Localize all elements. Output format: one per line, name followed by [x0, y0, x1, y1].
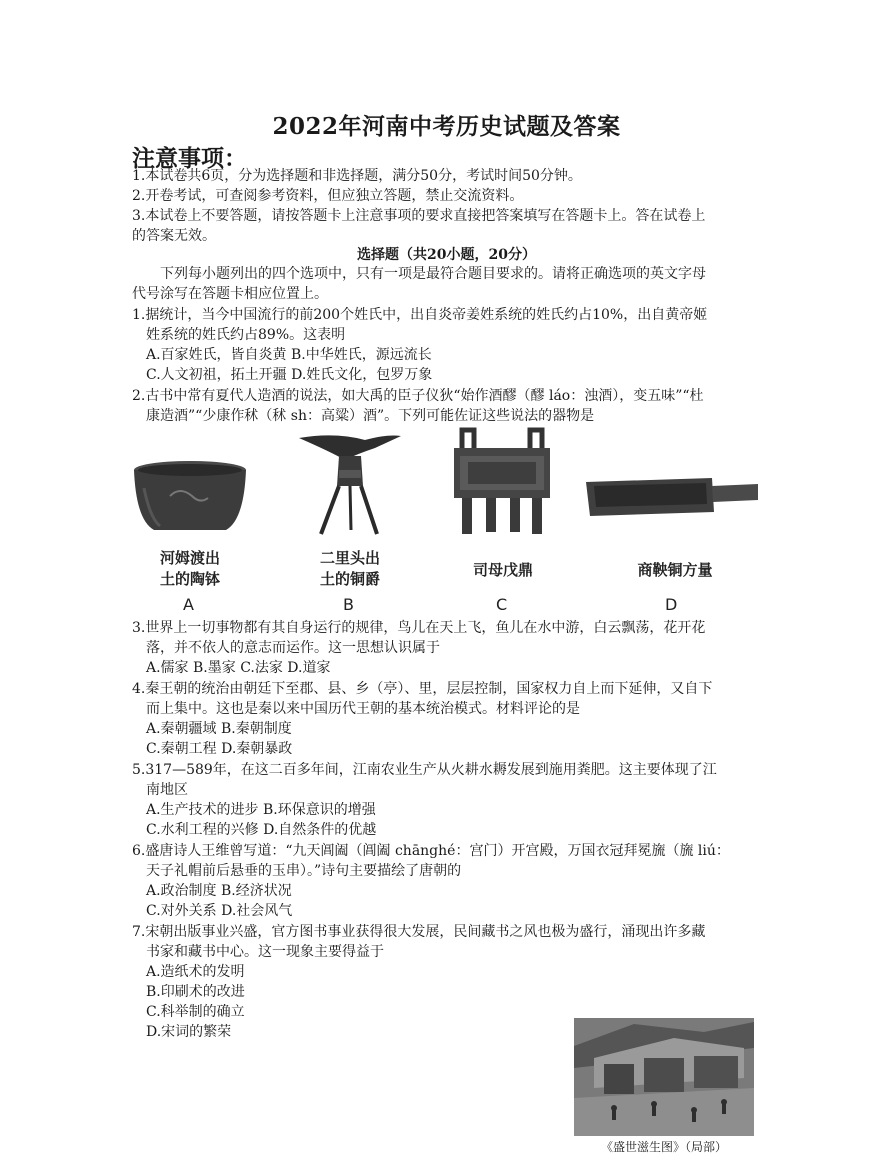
question-5-cont: 南地区	[146, 782, 188, 798]
question-7-option-b: B.印刷术的改进	[146, 984, 245, 1000]
question-2: 2.古书中常有夏代人造酒的说法，如大禹的臣子仪狄“始作酒醪（醪 láo：浊酒），变五味”“杜	[132, 388, 704, 404]
notice-item-1: 1.本试卷共6页，分为选择题和非选择题，满分50分，考试时间50分钟。	[132, 168, 582, 184]
section-instruction-cont: 代号涂写在答题卡相应位置上。	[132, 286, 328, 302]
notice-item-2: 2.开卷考试，可查阅参考资料，但应独立答题，禁止交流资料。	[132, 188, 524, 204]
question-1-options-cd: C.人文初祖，拓土开疆 D.姓氏文化，包罗万象	[146, 367, 433, 383]
question-5-options-cd: C.水利工程的兴修 D.自然条件的优越	[146, 822, 377, 838]
question-7: 7.宋朝出版事业兴盛，官方图书事业获得很大发展，民间藏书之风也极为盛行，涌现出许多藏	[132, 924, 706, 940]
section-heading: 选择题（共20小题，20分）	[357, 247, 536, 263]
artifact-c-letter: C	[496, 595, 508, 614]
pottery-bowl-image	[130, 458, 250, 538]
question-7-option-a: A.造纸术的发明	[146, 964, 245, 980]
question-7-option-c: C.科举制的确立	[146, 1004, 245, 1020]
question-5: 5.317—589年，在这二百多年间，江南农业生产从火耕水耨发展到施用粪肥。这主要体现了江	[132, 762, 717, 778]
question-7-cont: 书家和藏书中心。这一现象主要得益于	[146, 944, 384, 960]
question-4-options-ab: A.秦朝疆域 B.秦朝制度	[146, 721, 292, 737]
question-6-options-ab: A.政治制度 B.经济状况	[146, 883, 292, 899]
section-instruction: 下列每小题列出的四个选项中，只有一项是最符合题目要求的。请将正确选项的英文字母	[160, 266, 706, 282]
artifact-a-letter: A	[183, 595, 194, 614]
question-1-options-ab: A.百家姓氏，皆自炎黄 B.中华姓氏，源远流长	[146, 347, 432, 363]
question-1-cont: 姓系统的姓氏约占89%。这表明	[146, 327, 346, 343]
question-6: 6.盛唐诗人王维曾写道：“九天阊阖（阊阖 chānghé：宫门）开宫殿，万国衣冠拜冕旒（旒 liú：	[132, 843, 730, 859]
artifact-d-letter: D	[665, 595, 678, 614]
bronze-ding-image	[450, 426, 554, 536]
question-6-cont: 天子礼帽前后悬垂的玉串）。”诗句主要描绘了唐朝的	[146, 863, 462, 879]
question-5-options-ab: A.生产技术的进步 B.环保意识的增强	[146, 802, 376, 818]
question-3-options: A.儒家 B.墨家 C.法家 D.道家	[146, 660, 331, 676]
artifact-c-caption: 司母戊鼎	[472, 561, 533, 579]
bronze-measure-image	[582, 474, 762, 520]
notice-item-3-cont: 的答案无效。	[132, 228, 216, 244]
painting-image	[574, 1018, 754, 1136]
artifact-b-letter: B	[343, 595, 354, 614]
question-3-cont: 落，并不依人的意志而运作。这一思想认识属于	[146, 640, 440, 656]
question-2-cont: 康造酒”“少康作秫（秫 sh：高粱）酒”。下列可能佐证这些说法的器物是	[146, 408, 595, 424]
question-7-option-d: D.宋词的繁荣	[146, 1024, 232, 1040]
artifact-d-caption: 商鞅铜方量	[637, 561, 713, 579]
page-title: 2022年河南中考历史试题及答案	[272, 113, 621, 140]
question-4-options-cd: C.秦朝工程 D.秦朝暴政	[146, 741, 293, 757]
notice-item-3: 3.本试卷上不要答题，请按答题卡上注意事项的要求直接把答案填写在答题卡上。答在试卷上	[132, 208, 706, 224]
notice-heading: 注意事项：	[132, 145, 247, 172]
question-6-options-cd: C.对外关系 D.社会风气	[146, 903, 293, 919]
bronze-jue-image	[295, 430, 405, 538]
artifact-b-caption-1: 二里头出	[319, 549, 380, 567]
artifact-a-caption-2: 土的陶钵	[159, 570, 220, 588]
question-3: 3.世界上一切事物都有其自身运行的规律，鸟儿在天上飞，鱼儿在水中游，白云飘荡，花开花	[132, 620, 706, 636]
artifact-a-caption-1: 河姆渡出	[159, 549, 220, 567]
painting-caption: 《盛世滋生图》（局部）	[600, 1140, 727, 1154]
question-4: 4.秦王朝的统治由朝廷下至郡、县、乡（亭）、里，层层控制，国家权力自上而下延伸，又自下	[132, 681, 713, 697]
artifact-b-caption-2: 土的铜爵	[319, 570, 380, 588]
question-4-cont: 而上集中。这也是秦以来中国历代王朝的基本统治模式。材料评论的是	[146, 701, 580, 717]
question-1: 1.据统计，当今中国流行的前200个姓氏中，出自炎帝姜姓系统的姓氏约占10%，出自黄帝姬	[132, 307, 708, 323]
